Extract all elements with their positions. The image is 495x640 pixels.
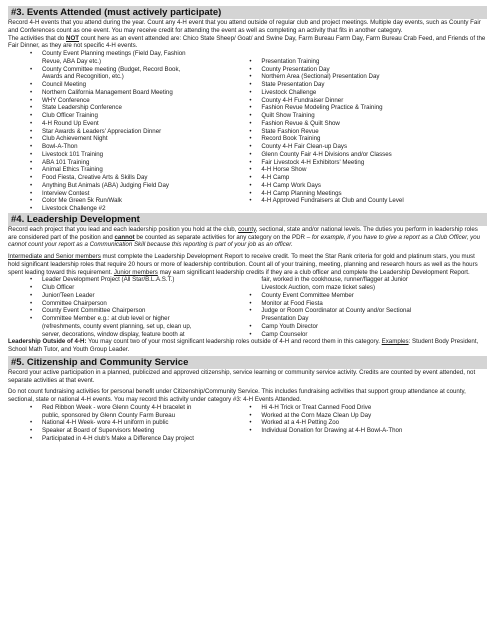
list-item: • Red Ribbon Week - wore Glenn County 4-H bracelet in [30,404,249,412]
list-item: • County Event Committee Member [249,292,487,300]
list-item: • Speaker at Board of Supervisors Meeting [30,427,249,435]
list-item: • Interview Contest [30,190,249,198]
list-item: • WHY Conference [30,97,249,105]
list-item: • County Event Committee Chairperson [30,307,249,315]
section-3-left-list [30,50,249,213]
list-item-continued: Revue, ABA Day etc.) [42,57,102,65]
section-5-left-list [30,404,249,443]
list-item-continued: Awards and Recognition, etc.) [42,73,124,81]
list-item: • County Presentation Day [249,66,487,74]
list-item: • Club Officer Training [30,112,249,120]
list-item: • Participated in 4-H club's Make a Difference Day project [30,435,249,443]
list-item: • Worked at a 4-H Petting Zoo [249,419,487,427]
list-item: • County 4-H Fair Clean-up Days [249,143,487,151]
list-item: • Anything But Animals (ABA) Judging Field Day [30,182,249,190]
list-item: • Fashion Revue & Quilt Show [249,120,487,128]
section-5-intro: Record your active participation in a planned, publicized and approved citizenship, service learning or community service activity. Credits are counted by event attended, not separate activities at that event. [8,368,476,384]
list-item: • Individual Donation for Drawing at 4-H Bowl-A-Thon [249,427,487,435]
list-item: • Junior/Teen Leader [30,292,249,300]
section-4-heading: #4. Leadership Development [8,213,487,226]
section-5-heading: #5. Citizenship and Community Service [8,356,487,369]
list-item: • Fair Livestock 4-H Exhibitors' Meeting [249,159,487,167]
section-3-right-list [249,50,487,213]
list-item: • Bowl-A-Thon [30,143,249,151]
section-4-outside-4h: Leadership Outside of 4-H: You may count two of your most significant leadership roles outside of 4-H and record them in this category. Examples: Student Body President, School Math Tutor, and Youth Group Leader. [8,338,479,353]
list-item: • Livestock Challenge #2 [30,205,249,213]
list-item: • Camp Counselor [249,331,487,339]
section-5-fundraising-note: Do not count fundraising activities for personal benefit under Citizenship/Community Service. This includes fundraising activities that support group attendance at county, sectional, state or national 4-H events. You may record this activity under category #3: 4-H Events Attended. [8,388,466,403]
list-item: • 4-H Horse Show [249,166,487,174]
list-item: • ABA 101 Training [30,159,249,167]
list-item: • County Event Planning meetings (Field Day, Fashion [30,50,249,58]
section-5-right-list [249,404,487,443]
list-item: • 4-H Camp Planning Meetings [249,190,487,198]
list-item: • Northern Area (Sectional) Presentation Day [249,73,487,81]
list-item: • Quilt Show Training [249,112,487,120]
list-item: • Northern California Management Board Meeting [30,89,249,97]
list-item: • Food Fiesta, Creative Arts & Skills Day [30,174,249,182]
list-item: • Club Achievement Night [30,135,249,143]
list-item: • Worked at the Corn Maze Clean Up Day [249,412,487,420]
list-item: • State Presentation Day [249,81,487,89]
section-4-left-list [30,276,249,338]
list-item: • Camp Youth Director [249,323,487,331]
list-item: • Star Awards & Leaders' Appreciation Dinner [30,128,249,136]
section-3-intro: Record 4-H events that you attend during the year. Count any 4-H event that you attend outside of regular club and project meetings. Multiple day events, such as County Fair and Conferences count as one event. You may receive credit for attending the event as well as completing an activity that fits in another category. [8,19,481,34]
list-item-continued: fair, worked in the cookhouse, runner/flagger at Junior [261,276,408,284]
section-5-activity-lists [8,404,487,443]
list-item: • Livestock 101 Training [30,151,249,159]
list-item: • State Leadership Conference [30,104,249,112]
list-item: • Fashion Revue Modeling Practice & Training [249,104,487,112]
list-item: • Club Officer [30,284,249,292]
list-item: • Committee Member e.g.: at club level or higher [30,315,249,323]
list-item: • 4-H Round Up Event [30,120,249,128]
section-4-requirements: Intermediate and Senior members must complete the Leadership Development Report to receive credit. To meet the Star Rank criteria for gold and platinum stars, you must hold significant leadership roles that require 20 hours or more of leadership contribution. Count all of your training, meeting, planning and research hours as well as the hours spent leading toward this requirement. Junior members may earn significant leadership credits if they are a club officer and complete the Leadership Development Report. [8,253,478,276]
list-item: • Hi 4-H Trick or Treat Canned Food Drive [249,404,487,412]
list-item: • Animal Ethics Training [30,166,249,174]
list-item: • County Committee meeting (Budget, Record Book, [30,66,249,74]
list-item: • Leader Development Project (All Star/B.L.A.S.T.) [30,276,249,284]
section-4-intro: Record each project that you lead and each leadership position you hold at the club, county, sectional, state and/or national levels. The duties you perform in leadership roles are considered part of the position and cannot be counted as separate activities for any category on the PDR – for example, if you have to give a report as a Club Officer, you cannot count your report as a Communication Skill because this reporting is part of your job as an officer. [8,225,481,249]
list-spacer [249,50,487,58]
list-item: • Monitor at Food Fiesta [249,300,487,308]
list-item-continued: Presentation Day [261,315,309,322]
list-item: • 4-H Approved Fundraisers at Club and County Level [249,197,487,205]
list-item-continued: public, sponsored by Glenn County Farm Bureau [42,411,176,419]
list-item: • Glenn County Fair 4-H Divisions and/or Classes [249,151,487,159]
list-item: • Record Book Training [249,135,487,143]
list-item: • County 4-H Fundraiser Dinner [249,97,487,105]
list-item: • Judge or Room Coordinator at County and/or Sectional [249,307,487,315]
list-item: • Council Meeting [30,81,249,89]
list-item: • State Fashion Revue [249,128,487,136]
list-item: • National 4-H Week- wore 4-H uniform in public [30,419,249,427]
list-item: • Committee Chairperson [30,300,249,308]
list-item: • 4-H Camp [249,174,487,182]
list-item: • Presentation Training [249,58,487,66]
list-item: • Color Me Green 5k Run/Walk [30,197,249,205]
section-3-event-lists [8,50,487,213]
list-item-continued: Livestock Auction, corn maze ticket sales) [261,284,376,291]
section-3-heading: #3. Events Attended (must actively participate) [8,6,487,19]
section-4-role-lists [8,276,487,338]
not-emphasis: NOT [66,34,79,42]
section-4-right-list [249,276,487,338]
section-3-exclusions: The activities that do NOT count here as an event attended are: Chico State Sheep/ Goat/ and Swine Day, Farm Bureau Farm Day, Farm Bureau Crab Feed, and Friends of the Fair Dinner, as they are not specific 4-H events. [8,34,486,50]
list-item: • 4-H Camp Work Days [249,182,487,190]
list-item-continued: (refreshments, county event planning, set up, clean up, [42,322,192,330]
list-item-continued: server, decorations, window display, feature booth at [42,330,185,338]
list-item: • Livestock Challenge [249,89,487,97]
